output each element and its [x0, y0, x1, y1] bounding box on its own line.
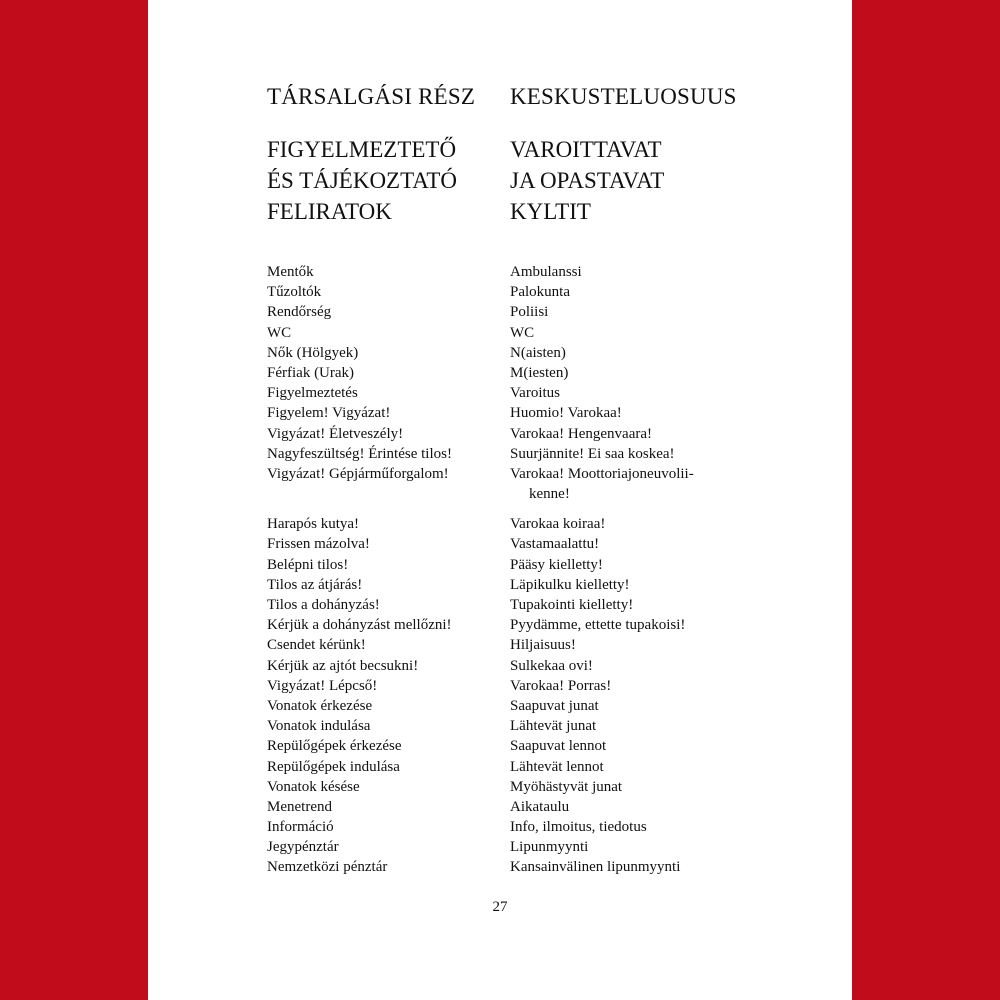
phrase-row: [148, 302, 852, 322]
phrase-row: [148, 857, 852, 877]
phrase-row: [148, 383, 852, 403]
phrase-row: [148, 595, 852, 615]
phrase-row: [148, 575, 852, 595]
phrase-hungarian: Férfiak (Urak): [267, 364, 355, 381]
phrase-finnish: Myöhästyvät junat: [510, 778, 623, 795]
phrase-row: [148, 656, 852, 676]
chapter-heading-finnish: VAROITTAVAT JA OPASTAVAT KYLTIT: [510, 137, 665, 224]
phrase-hungarian: Belépni tilos!: [267, 556, 349, 573]
phrase-hungarian: Vigyázat! Életveszély!: [267, 425, 404, 442]
page-number: 27: [492, 899, 508, 915]
phrase-row: [148, 635, 852, 655]
phrase-finnish: Info, ilmoitus, tiedotus: [510, 819, 647, 836]
phrase-hungarian: Vonatok késése: [267, 778, 360, 795]
phrase-finnish: M(iesten): [510, 364, 569, 381]
phrase-finnish: [510, 464, 750, 504]
phrase-row: [148, 797, 852, 817]
phrase-finnish: Palokunta: [510, 284, 570, 301]
phrase-row: [148, 424, 852, 444]
phrase-hungarian: Repülőgépek indulása: [267, 758, 400, 775]
phrase-finnish: Suurjännite! Ei saa koskea!: [510, 445, 675, 462]
phrase-hungarian: Menetrend: [267, 798, 332, 815]
phrase-hungarian: Nők (Hölgyek): [267, 344, 359, 361]
phrase-hungarian: Tűzoltók: [267, 284, 322, 301]
phrase-hungarian: Vonatok érkezése: [267, 697, 373, 714]
phrase-hungarian: Kérjük a dohányzást mellőzni!: [267, 617, 452, 634]
phrase-hungarian: Nemzetközi pénztár: [267, 859, 388, 876]
phrase-row: [148, 676, 852, 696]
phrase-hungarian: Figyelmeztetés: [267, 385, 358, 402]
phrase-finnish: Aikataulu: [510, 798, 570, 815]
book-page: [148, 0, 852, 1000]
phrase-finnish: Ambulanssi: [510, 264, 582, 280]
phrase-finnish: WC: [510, 324, 535, 341]
phrase-row: [148, 363, 852, 383]
phrase-hungarian: Jegypénztár: [267, 839, 339, 856]
phrase-row: [148, 736, 852, 756]
phrase-finnish: Varokaa koiraa!: [510, 516, 606, 533]
phrase-finnish: Sulkekaa ovi!: [510, 657, 593, 674]
phrase-row: [148, 716, 852, 736]
phrase-row: [148, 282, 852, 302]
phrase-row: [148, 555, 852, 575]
phrase-row: [148, 837, 852, 857]
phrase-hungarian: Repülőgépek érkezése: [267, 738, 402, 755]
phrase-hungarian: Vigyázat! Lépcső!: [267, 677, 378, 694]
phrase-row: [148, 444, 852, 464]
section-title: [148, 84, 852, 118]
phrase-finnish: Läpikulku kielletty!: [510, 576, 630, 593]
phrase-row: [148, 696, 852, 716]
phrase-hungarian: Frissen mázolva!: [267, 536, 370, 553]
phrase-row: [148, 777, 852, 797]
phrase-hungarian: Csendet kérünk!: [267, 637, 366, 654]
phrase-list: [148, 262, 852, 878]
phrase-row: [148, 403, 852, 423]
phrase-row: [148, 464, 852, 504]
phrase-finnish: Pääsy kielletty!: [510, 556, 603, 573]
phrase-hungarian: Vonatok indulása: [267, 718, 371, 735]
phrase-hungarian: Rendőrség: [267, 304, 332, 321]
phrase-finnish: Vastamaalattu!: [510, 536, 600, 553]
phrase-finnish: Saapuvat lennot: [510, 738, 607, 755]
phrase-finnish: Varokaa! Hengenvaara!: [510, 425, 652, 442]
phrase-finnish: Hiljaisuus!: [510, 637, 576, 654]
phrase-row: [148, 817, 852, 837]
phrase-finnish: Pyydämme, ettette tupakoisi!: [510, 617, 686, 634]
phrase-finnish: Lähtevät junat: [510, 718, 597, 735]
phrase-finnish: Kansainvälinen lipunmyynti: [510, 859, 681, 876]
phrase-hungarian: Információ: [267, 819, 334, 836]
phrase-hungarian: Figyelem! Vigyázat!: [267, 405, 391, 422]
phrase-row: [148, 757, 852, 777]
phrase-hungarian: Harapós kutya!: [267, 516, 360, 533]
section-title-hungarian: TÁRSALGÁSI RÉSZ: [267, 84, 476, 109]
phrase-hungarian: Tilos az átjárás!: [267, 576, 363, 593]
phrase-finnish: Varokaa! Porras!: [510, 677, 612, 694]
phrase-hungarian: WC: [267, 324, 292, 341]
phrase-hungarian: Nagyfeszültség! Érintése tilos!: [267, 445, 452, 462]
phrase-hungarian: Mentők: [267, 264, 314, 280]
chapter-heading-hungarian: FIGYELMEZTETŐ ÉS TÁJÉKOZTATÓ FELIRATOK: [267, 137, 458, 224]
phrase-finnish: Saapuvat junat: [510, 697, 599, 714]
phrase-hungarian: Vigyázat! Gépjárműforgalom!: [267, 465, 449, 482]
phrase-finnish: Poliisi: [510, 304, 549, 321]
phrase-hungarian: Tilos a dohányzás!: [267, 597, 380, 614]
phrase-finnish: Tupakointi kielletty!: [510, 597, 634, 614]
section-title-finnish: KESKUSTELUOSUUS: [510, 84, 737, 109]
phrase-finnish: Lähtevät lennot: [510, 758, 604, 775]
phrase-finnish: Huomio! Varokaa!: [510, 405, 622, 422]
phrase-row: [148, 514, 852, 534]
phrase-finnish-line: Varokaa! Moottoriajoneuvolii-: [510, 465, 694, 482]
phrase-row: [148, 615, 852, 635]
phrase-row: [148, 343, 852, 363]
phrase-finnish-continuation: kenne!: [529, 486, 570, 503]
phrase-row: [148, 323, 852, 343]
group-spacer: [148, 504, 852, 514]
phrase-finnish: N(aisten): [510, 344, 566, 361]
phrase-row: [148, 534, 852, 554]
phrase-row: [148, 262, 852, 282]
phrase-finnish: Varoitus: [510, 385, 560, 402]
phrase-finnish: Lipunmyynti: [510, 839, 589, 856]
phrase-hungarian: Kérjük az ajtót becsukni!: [267, 657, 419, 674]
